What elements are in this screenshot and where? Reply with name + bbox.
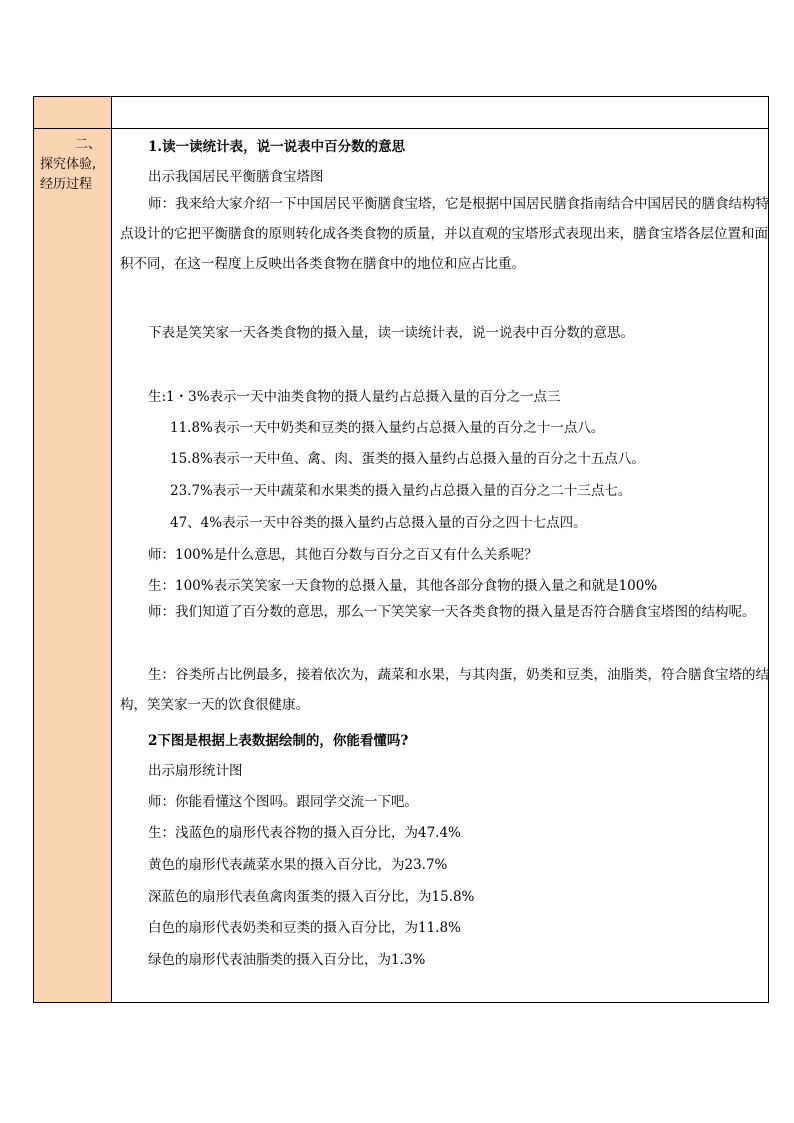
teacher-line-2: 师：100%是什么意思，其他百分数与百分之百又有什么关系呢？ — [148, 547, 538, 563]
section-label-cell-empty — [34, 97, 112, 129]
teacher-paragraph-3: 师：我们知道了百分数的意思，那么一下笑笑家一天各类食物的摄入量是否符合膳食宝塔图的结构呢。 — [148, 604, 756, 620]
student-line: 11.8%表示一天中奶类和豆类的摄入量约占总摄入量的百分之十一点八。 — [170, 420, 605, 436]
heading-read-table: 1.读一读统计表，说一说表中百分数的意思 — [148, 139, 406, 155]
student-paragraph-3: 生：谷类所占比例最多，接着依次为，蔬菜和水果，与其肉蛋，奶类和豆类，油脂类，符合膳食宝塔的结构，笑笑家一天的饮食很健康。 — [120, 667, 769, 713]
table-row — [34, 97, 769, 129]
pie-description-line: 生：浅蓝色的扇形代表谷物的摄入百分比，为47.4% — [148, 825, 461, 841]
show-pagoda-line: 出示我国居民平衡膳食宝塔图 — [148, 169, 324, 185]
teacher-paragraph-1: 师：我来给大家介绍一下中国居民平衡膳食宝塔，它是根据中国居民膳食指南结合中国居民的膳食结构特点设计的它把平衡膳食的原则转化成各类食物的质量，并以直观的宝塔形式表现出来，膳食宝塔各层位置和面积不同，在这一程度上反映出各类食物在膳食中的地位和应占比重。 — [120, 196, 769, 272]
content-cell-empty — [112, 97, 769, 129]
student-line: 47、4%表示一天中谷类的摄入量约占总摄入量的百分之四十七点四。 — [170, 515, 587, 531]
pie-description-line: 白色的扇形代表奶类和豆类的摄入百分比，为11.8% — [148, 920, 461, 936]
teacher-line-4: 师：你能看懂这个图吗。跟同学交流一下吧。 — [148, 794, 418, 810]
section-label-cell — [34, 129, 112, 1003]
student-line: 23.7%表示一天中蔬菜和水果类的摄入量约占总摄入量的百分之二十三点七。 — [170, 483, 632, 499]
section-number: 二、 — [74, 137, 101, 152]
content-cell — [112, 129, 769, 1003]
lesson-table — [33, 96, 769, 1003]
section-title-line2: 经历过程 — [40, 177, 93, 192]
show-pie-line: 出示扇形统计图 — [148, 763, 243, 779]
pie-description-line: 深蓝色的扇形代表鱼禽肉蛋类的摄入百分比，为15.8% — [148, 889, 475, 905]
table-row — [34, 129, 769, 1003]
section-label — [34, 129, 111, 195]
intro-table-line: 下表是笑笑家一天各类食物的摄入量，读一读统计表，说一说表中百分数的意思。 — [148, 325, 634, 341]
section-title-line1: 探究体验, — [40, 157, 97, 172]
heading-pie-chart: 2下图是根据上表数据绘制的，你能看懂吗? — [148, 733, 409, 749]
pie-description-line: 绿色的扇形代表油脂类的摄入百分比，为1.3% — [148, 952, 426, 968]
student-line: 生:1・3%表示一天中油类食物的摄人量约占总摄入量的百分之一点三 — [148, 389, 561, 405]
student-line: 15.8%表示一天中鱼、禽、肉、蛋类的摄入量约占总摄入量的百分之十五点八。 — [170, 451, 645, 467]
pie-description-line: 黄色的扇形代表蔬菜水果的摄入百分比，为23.7% — [148, 857, 448, 873]
student-line-2: 生：100%表示笑笑家一天食物的总摄入量，其他各部分食物的摄入量之和就是100% — [148, 578, 658, 594]
